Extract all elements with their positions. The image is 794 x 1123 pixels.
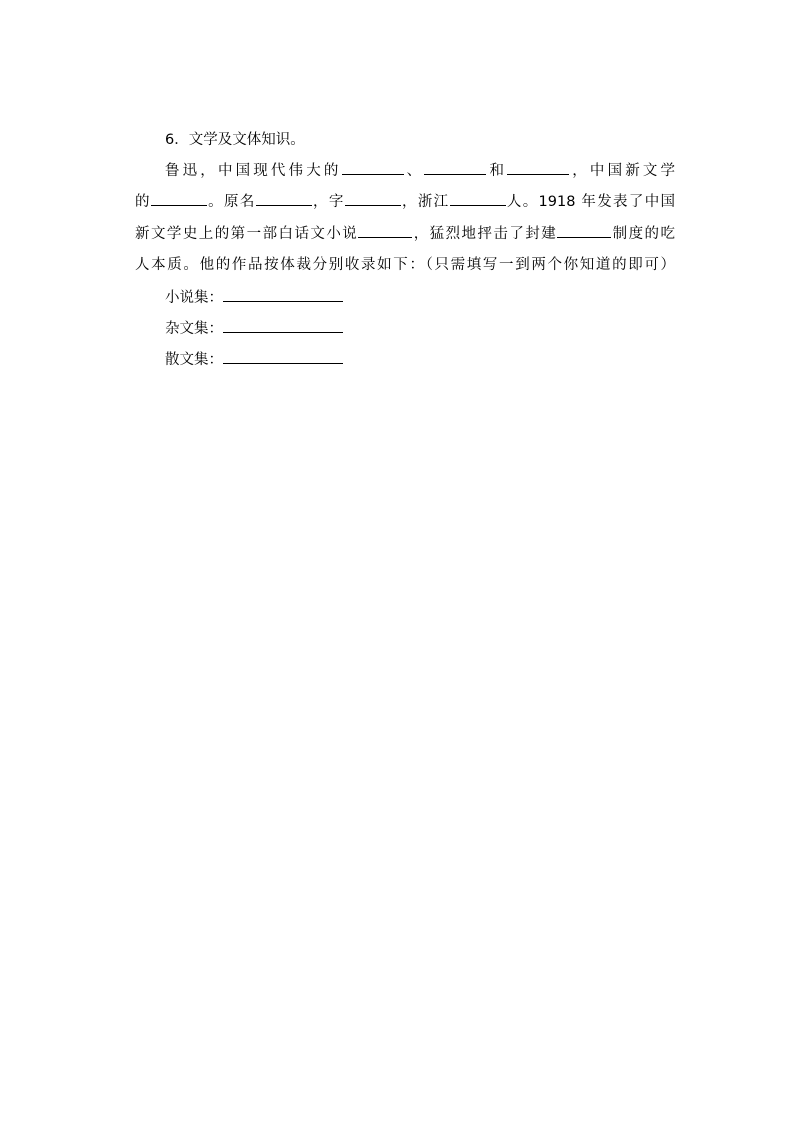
fill-blank-2[interactable] <box>424 160 486 175</box>
text: 的 <box>135 194 151 210</box>
text: 人。1918 年发表了中国 <box>505 194 676 210</box>
text: 。原名 <box>206 194 256 210</box>
fill-blank-essays[interactable] <box>223 318 343 333</box>
item-label: 杂文集： <box>165 321 223 337</box>
fill-blank-prose[interactable] <box>223 349 343 364</box>
text: 制度的吃 <box>611 226 676 242</box>
text: ，猛烈地抨击了封建 <box>412 226 558 242</box>
item-label: 散文集： <box>165 352 223 368</box>
text: ，字 <box>311 194 345 210</box>
fill-blank-7[interactable] <box>450 191 506 206</box>
item-novel-collection <box>165 287 705 308</box>
fill-blank-5[interactable] <box>256 191 312 206</box>
text: 鲁迅，中国现代伟大的 <box>165 163 342 179</box>
paragraph-line-1 <box>165 160 675 181</box>
paragraph-line-2 <box>135 191 675 212</box>
item-prose-collection <box>165 349 705 370</box>
fill-blank-8[interactable] <box>358 223 412 238</box>
text: 和 <box>486 163 508 179</box>
paragraph-line-4 <box>135 255 675 275</box>
paragraph-line-3 <box>135 223 675 244</box>
text: 人本质。他的作品按体裁分别收录如下：（只需填写一到两个你知道的即可） <box>135 257 675 273</box>
fill-blank-3[interactable] <box>507 160 569 175</box>
text: ，中国新文学 <box>569 163 676 179</box>
fill-blank-novels[interactable] <box>223 287 343 302</box>
text: 新文学史上的第一部白话文小说 <box>135 226 359 242</box>
fill-blank-4[interactable] <box>151 191 207 206</box>
text: ，浙江 <box>400 194 450 210</box>
fill-blank-6[interactable] <box>345 191 401 206</box>
item-essay-collection <box>165 318 705 339</box>
heading-text: 6．文学及文体知识。 <box>165 132 305 148</box>
item-label: 小说集： <box>165 290 223 306</box>
fill-blank-9[interactable] <box>557 223 611 238</box>
fill-blank-1[interactable] <box>342 160 404 175</box>
question-heading <box>165 130 705 150</box>
text: 、 <box>403 163 425 179</box>
